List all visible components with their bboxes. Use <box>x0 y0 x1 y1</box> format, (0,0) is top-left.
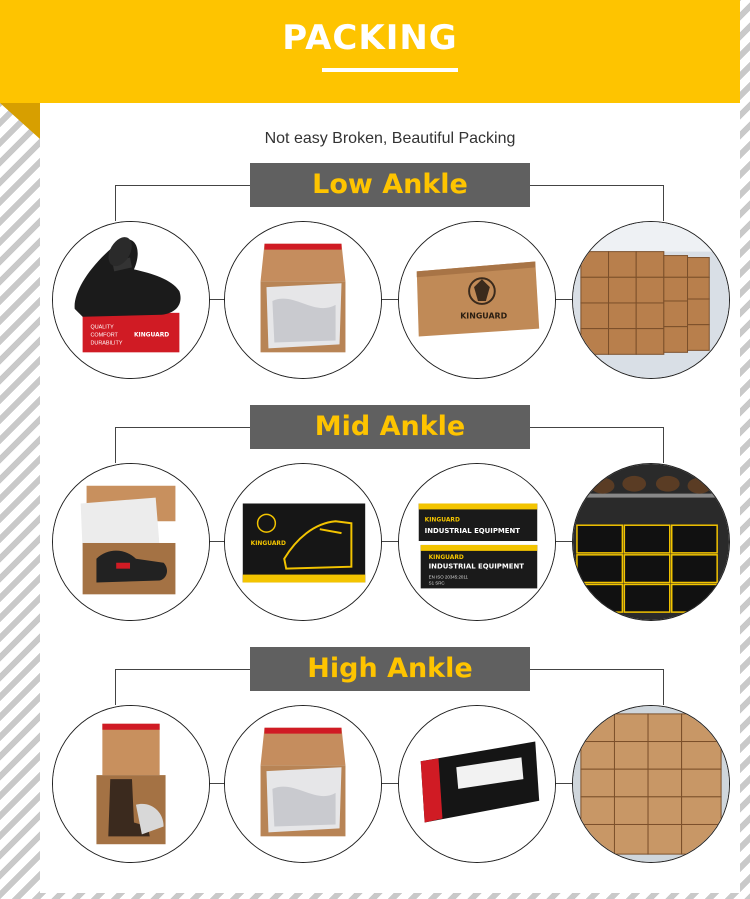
box-brand: KINGUARD <box>250 540 286 547</box>
box-brand: KINGUARD <box>424 517 460 524</box>
red-box-text: QUALITY <box>90 324 114 331</box>
red-box-brand: KINGUARD <box>133 332 170 339</box>
low-ankle-photo-4 <box>572 221 730 379</box>
box-title: INDUSTRIAL EQUIPMENT <box>428 562 524 571</box>
connector-line <box>381 541 398 542</box>
connector-line <box>381 783 398 784</box>
box-brand: KINGUARD <box>460 311 508 321</box>
high-ankle-photo-3 <box>398 705 556 863</box>
box-class: S1 SRC <box>428 580 445 586</box>
banner-fold <box>0 103 40 139</box>
high-ankle-photo-4 <box>572 705 730 863</box>
connector-line <box>555 541 572 542</box>
box-title: INDUSTRIAL EQUIPMENT <box>424 527 520 536</box>
low-ankle-photo-2 <box>224 221 382 379</box>
mid-ankle-photo-2 <box>224 463 382 621</box>
red-box-text: COMFORT <box>90 332 118 339</box>
high-ankle-photo-1 <box>52 705 210 863</box>
box-brand: KINGUARD <box>428 554 464 561</box>
red-box-text: DURABILITY <box>90 340 123 347</box>
title-underline <box>322 68 458 72</box>
connector-line <box>381 299 398 300</box>
section-label-high-ankle: High Ankle <box>250 647 530 691</box>
high-ankle-photo-2 <box>224 705 382 863</box>
section-label-low-ankle: Low Ankle <box>250 163 530 207</box>
page-title: PACKING <box>282 18 458 58</box>
subtitle: Not easy Broken, Beautiful Packing <box>264 130 516 147</box>
connector-line <box>555 299 572 300</box>
mid-ankle-photo-3 <box>398 463 556 621</box>
low-ankle-photo-1 <box>52 221 210 379</box>
section-label-mid-ankle: Mid Ankle <box>250 405 530 449</box>
mid-ankle-photo-1 <box>52 463 210 621</box>
low-ankle-photo-3 <box>398 221 556 379</box>
box-standard: EN ISO 20345:2011 <box>428 574 469 580</box>
connector-line <box>555 783 572 784</box>
mid-ankle-photo-4 <box>572 463 730 621</box>
